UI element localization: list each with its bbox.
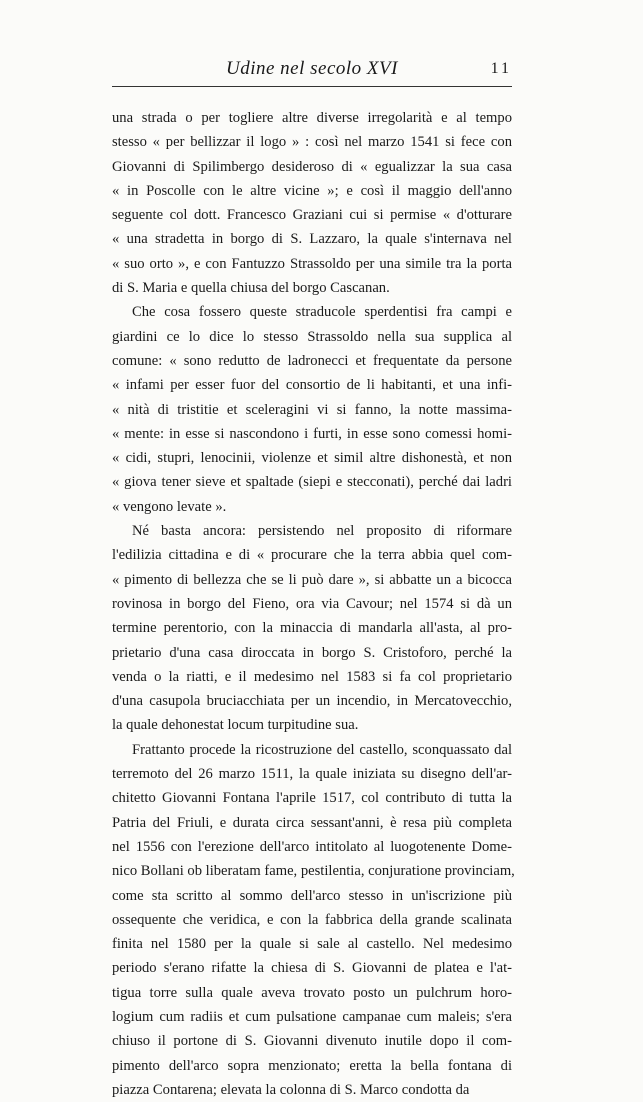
text-line: « suo orto », e con Fantuzzo Strassoldo per una simile tra la porta: [112, 255, 512, 272]
text-line: d'una casupola bruciacchiata per un incendio, in Mercatovecchio,: [112, 693, 512, 710]
text-line: finita nel 1580 per la quale si sale al castello. Nel medesimo: [112, 936, 512, 953]
text-line: nel 1556 con l'erezione dell'arco intitolato al luogotenente Dome-: [112, 838, 512, 855]
header-rule: [112, 86, 512, 87]
text-line: « mente: in esse si nascondono i furti, in esse sono comessi homi-: [112, 425, 512, 442]
text-line: logium cum radiis et cum pulsatione campanae cum maleis; s'era: [112, 1008, 512, 1025]
text-line: periodo s'erano rifatte la chiesa di S. Giovanni de platea e l'at-: [112, 960, 512, 977]
text-line: una strada o per togliere altre diverse irregolarità e al tempo: [112, 110, 512, 126]
text-line: la quale dehonestat locum turpitudine sua.: [112, 717, 359, 734]
text-line: comune: « sono redutto de ladronecci et frequentate da persone: [112, 352, 512, 369]
text-line: piazza Contarena; elevata la colonna di S. Marco condotta da: [112, 1081, 470, 1098]
text-line: termine perentorio, con la minaccia di mandarla all'asta, al pro-: [112, 620, 512, 637]
text-line: chiuso il portone di S. Giovanni divenuto inutile dopo il com-: [112, 1033, 512, 1050]
text-line: stesso « per bellizzar il logo » : così nel marzo 1541 si fece con: [112, 134, 512, 151]
text-line: « vengono levate ».: [112, 498, 227, 515]
text-line: prietario d'una casa diroccata in borgo S. Cristoforo, perché la: [112, 644, 512, 661]
text-line: « cidi, stupri, lenocinii, violenze et simil altre dishonestà, et non: [112, 450, 512, 467]
text-line: Che cosa fossero queste straducole sperdentisi fra campi e: [132, 304, 512, 321]
text-line: tigua torre sulla quale aveva trovato posto un pulchrum horo-: [112, 984, 512, 1001]
text-line: terremoto del 26 marzo 1511, la quale iniziata su disegno dell'ar-: [112, 766, 512, 783]
body-text: [112, 106, 515, 1102]
text-line: Frattanto procede la ricostruzione del castello, sconquassato dal: [132, 741, 512, 758]
text-line: Né basta ancora: persistendo nel proposito di riformare: [132, 523, 512, 540]
text-line: nico Bollani ob liberatam fame, pestilentia, conjuratione provinciam,: [112, 863, 515, 880]
text-line: pimento dell'arco sopra menzionato; eretta la bella fontana di: [112, 1057, 512, 1074]
running-title: Udine nel secolo XVI: [226, 58, 398, 79]
text-line: venda o la riatti, e il medesimo nel 1583 si fa col proprietario: [112, 668, 512, 685]
text-line: rovinosa in borgo del Fieno, ora via Cavour; nel 1574 si dà un: [112, 595, 512, 612]
text-line: Giovanni di Spilimbergo desideroso di « egualizzar la sua casa: [112, 158, 512, 175]
text-line: Patria del Friuli, e durata circa sessant'anni, è resa più completa: [112, 814, 512, 831]
text-line: giardini ce lo dice lo stesso Strassoldo nella sua supplica al: [112, 328, 512, 345]
text-line: ossequente che veridica, e con la fabbrica della grande scalinata: [112, 911, 512, 928]
page-header: [112, 58, 512, 88]
text-line: « infami per esser fuor del consortio de li habitanti, et una infi-: [112, 377, 512, 394]
text-line: l'edilizia cittadina e di « procurare che la terra abbia quel com-: [112, 547, 512, 564]
text-line: « una stradetta in borgo di S. Lazzaro, la quale s'internava nel: [112, 231, 512, 248]
text-line: « in Poscolle con le altre vicine »; e così il maggio dell'anno: [112, 182, 512, 199]
text-line: « giova tener sieve et spaltade (siepi e stecconati), perché dai ladri: [112, 474, 512, 491]
text-line: di S. Maria e quella chiusa del borgo Cascanan.: [112, 280, 390, 297]
text-line: come sta scritto al sommo dell'arco stesso in un'iscrizione più: [112, 887, 512, 904]
page-number: 11: [490, 60, 512, 77]
text-line: « nità di tristitie et sceleragini vi si fanno, la notte massima-: [112, 401, 512, 418]
text-line: seguente col dott. Francesco Graziani cui si permise « d'otturare: [112, 207, 512, 224]
text-line: « pimento di bellezza che se li può dare », si abbatte un a bicocca: [112, 571, 512, 588]
text-line: chitetto Giovanni Fontana l'aprile 1517, col contributo di tutta la: [112, 790, 512, 807]
